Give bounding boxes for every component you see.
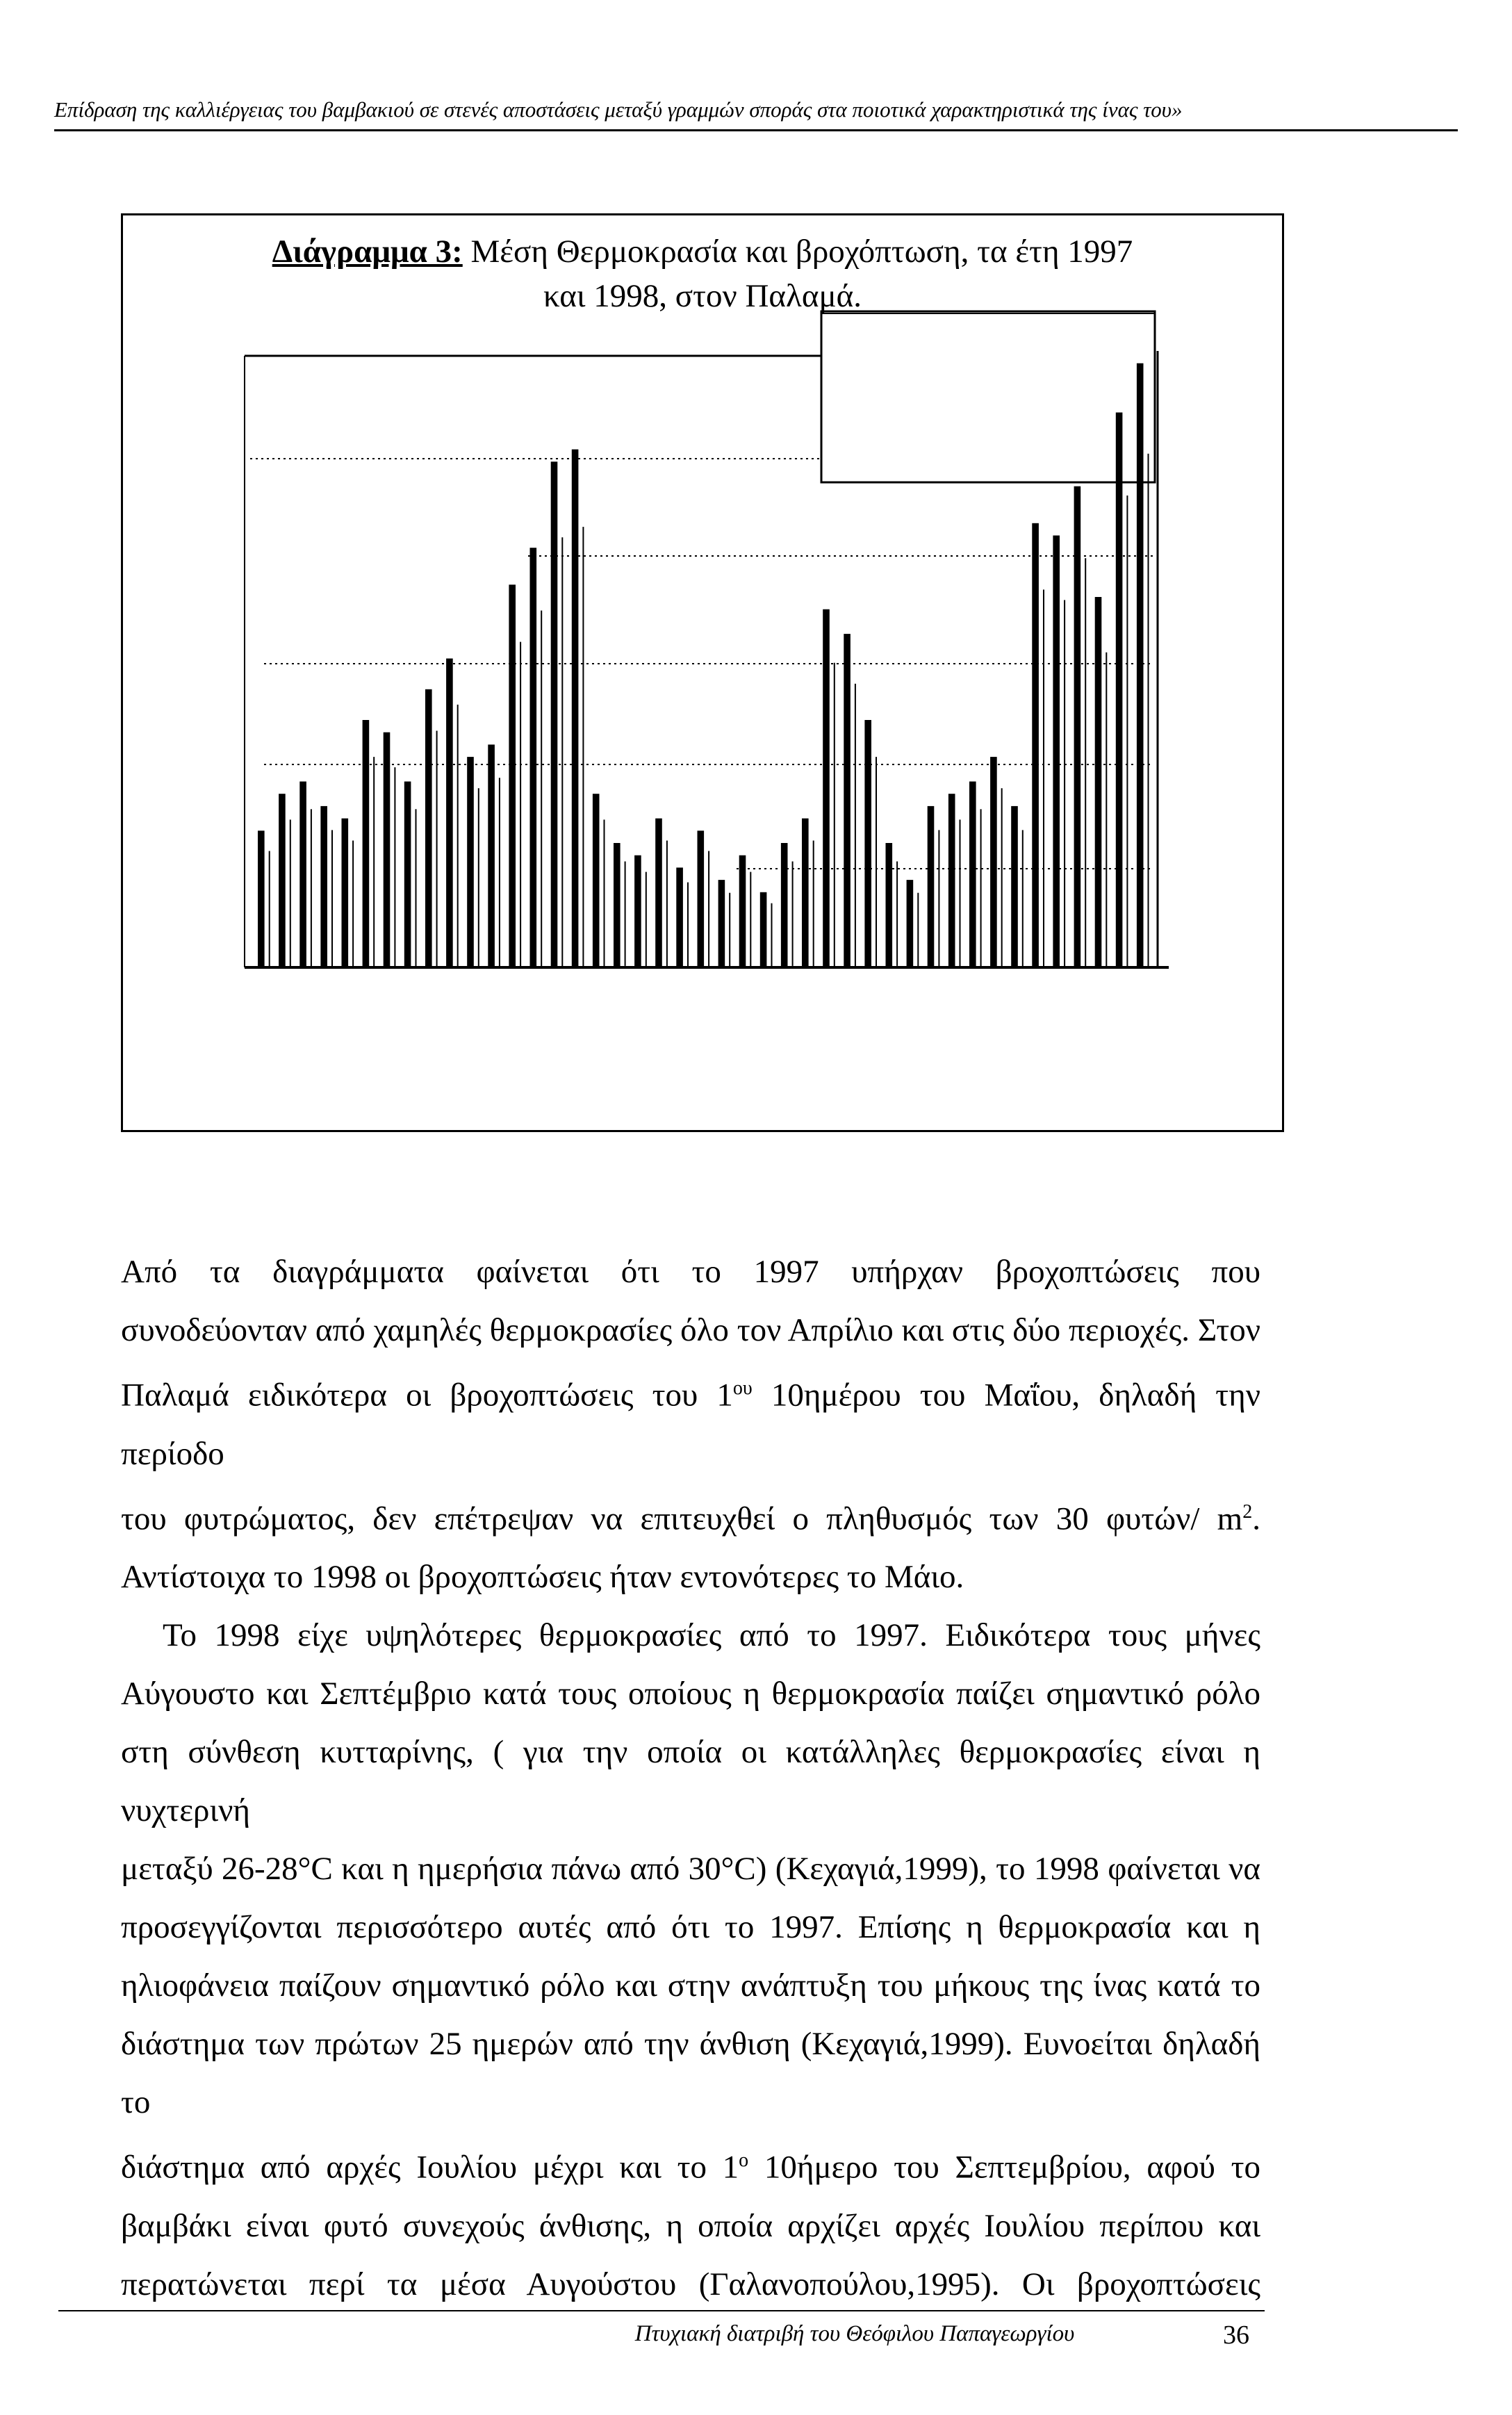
- bar-edge-16: [582, 527, 584, 966]
- bar-edge-13: [520, 642, 521, 966]
- bar-8: [404, 782, 411, 967]
- bar-32: [907, 880, 914, 966]
- bar-15: [551, 461, 558, 966]
- bar-edge-27: [813, 841, 814, 967]
- bar-10: [446, 659, 453, 967]
- bar-edge-9: [436, 731, 438, 967]
- bar-2: [279, 794, 286, 966]
- p2-line-9: βαμβάκι είναι φυτό συνεχούς άνθισης, η οποία αρχίζει αρχές Ιουλίου περίπου και: [121, 2207, 1260, 2244]
- bar-edge-33: [938, 830, 939, 966]
- p1-line-3b: 10ημέρου του Μαΐου, δηλαδή την περίοδο: [121, 1377, 1260, 1472]
- bar-edge-11: [478, 788, 479, 966]
- bar-edge-26: [792, 862, 794, 966]
- bar-edge-19: [646, 872, 647, 966]
- bar-edge-28: [834, 663, 835, 966]
- bar-edge-32: [917, 893, 919, 966]
- paragraph-2: [121, 1606, 1260, 2314]
- body-text: [121, 1243, 1260, 2314]
- bar-20: [655, 819, 662, 966]
- bar-39: [1053, 536, 1060, 967]
- bar-edge-23: [729, 893, 730, 966]
- legend-box: [821, 311, 1155, 482]
- bar-31: [886, 843, 893, 966]
- bar-edge-29: [855, 684, 856, 966]
- bar-18: [614, 843, 621, 966]
- footer-rule: [188, 2310, 1265, 2311]
- bar-35: [969, 782, 976, 967]
- bar-edge-18: [625, 862, 626, 966]
- p1-line-4b: .: [1252, 1500, 1260, 1537]
- bar-edge-24: [750, 872, 751, 966]
- bar-edge-4: [331, 830, 333, 966]
- bar-edge-21: [687, 883, 689, 966]
- bar-41: [1095, 597, 1102, 966]
- p1-line-3-sup: ου: [732, 1377, 753, 1399]
- chart-bars: [258, 363, 1149, 966]
- bar-28: [823, 609, 830, 966]
- bar-27: [802, 819, 809, 966]
- p2-line-8b: 10ήμερο του Σεπτεμβρίου, αφού το: [748, 2149, 1260, 2186]
- bar-edge-7: [394, 767, 395, 966]
- bar-edge-1: [269, 851, 270, 967]
- bar-edge-8: [416, 809, 417, 966]
- bar-17: [593, 794, 600, 966]
- p1-line-3a: Παλαμά ειδικότερα οι βροχοπτώσεις του 1: [121, 1377, 733, 1414]
- bar-21: [676, 867, 683, 966]
- bar-25: [760, 892, 767, 966]
- page-number: 36: [1223, 2320, 1249, 2350]
- bar-40: [1074, 486, 1081, 966]
- bar-edge-42: [1126, 496, 1128, 966]
- p1-line-3: [121, 1359, 1260, 1483]
- bar-38: [1032, 523, 1039, 966]
- caption-line-2: και 1998, στον Παλαμά.: [543, 278, 862, 314]
- bar-edge-15: [561, 537, 563, 966]
- bar-edge-37: [1022, 830, 1024, 966]
- bar-5: [342, 819, 349, 966]
- bar-edge-38: [1043, 589, 1044, 966]
- bar-edge-12: [499, 778, 500, 966]
- p2-line-2: Αύγουστο και Σεπτέμβριο κατά τους οποίους η θερμοκρασία παίζει σημαντικό ρόλο: [121, 1676, 1260, 1712]
- bar-edge-22: [708, 851, 709, 967]
- bar-edge-34: [960, 819, 961, 966]
- bar-22: [698, 830, 705, 966]
- bar-edge-20: [666, 841, 668, 967]
- bar-30: [864, 720, 871, 966]
- bar-12: [488, 744, 495, 966]
- bar-edge-5: [352, 841, 354, 967]
- bar-1: [258, 830, 265, 966]
- bar-13: [509, 584, 516, 966]
- p2-line-8a: διάστημα από αρχές Ιουλίου μέχρι και το 1: [121, 2149, 739, 2186]
- bar-edge-2: [290, 819, 291, 966]
- bar-edge-25: [771, 903, 773, 966]
- footer-text: Πτυχιακή διατριβή του Θεόφιλου Παπαγεωργίου: [634, 2321, 1075, 2346]
- bar-29: [844, 634, 850, 966]
- p1-line-1: Από τα διαγράμματα φαίνεται ότι το 1997 υπήρχαν βροχοπτώσεις που: [121, 1254, 1260, 1290]
- bar-7: [384, 732, 391, 966]
- paragraph-1: [121, 1243, 1260, 1606]
- p2-line-4: μεταξύ 26-28°C και η ημερήσια πάνω από 30°C) (Κεχαγιά,1999), το 1998 φαίνεται να: [121, 1851, 1260, 1888]
- p2-line-3: στη σύνθεση κυτταρίνης, ( για την οποία οι κατάλληλες θερμοκρασίες είναι η νυχτερινή: [121, 1734, 1260, 1829]
- bar-edge-6: [373, 757, 375, 966]
- bar-26: [781, 843, 788, 966]
- figure-label: Διάγραμμα 3:: [272, 234, 463, 270]
- bar-16: [572, 450, 579, 966]
- p1-line-4a: του φυτρώματος, δεν επέτρεψαν να επιτευχθεί ο πληθυσμός των 30 φυτών/ m: [121, 1500, 1243, 1537]
- p2-line-5: προσεγγίζονται περισσότερο αυτές από ότι το 1997. Επίσης η θερμοκρασία και η: [121, 1909, 1260, 1946]
- bar-edge-31: [896, 862, 898, 966]
- bar-edge-17: [604, 819, 605, 966]
- p2-line-8: [121, 2131, 1260, 2197]
- footer-rule-short: [58, 2310, 197, 2311]
- p2-line-1: Το 1998 είχε υψηλότερες θερμοκρασίες από το 1997. Ειδικότερα τους μήνες: [163, 1617, 1260, 1654]
- bar-4: [320, 806, 327, 966]
- bar-36: [990, 757, 997, 966]
- bar-edge-14: [541, 611, 542, 967]
- p1-line-5: Αντίστοιχα το 1998 οι βροχοπτώσεις ήταν εντονότερες το Μάιο.: [121, 1559, 964, 1596]
- p1-line-4: [121, 1483, 1260, 1548]
- bar-33: [928, 806, 935, 966]
- p2-line-7: διάστημα των πρώτων 25 ημερών από την άνθιση (Κεχαγιά,1999). Ευνοείται δηλαδή το: [121, 2026, 1260, 2121]
- bar-34: [948, 794, 955, 966]
- bar-42: [1116, 413, 1123, 967]
- p2-line-8-sup: ο: [739, 2150, 749, 2172]
- bar-19: [634, 856, 641, 966]
- caption-line-1: Μέση Θερμοκρασία και βροχόπτωση, τα έτη 1997: [462, 234, 1133, 270]
- bar-11: [467, 757, 474, 966]
- p1-line-2: συνοδεύονταν από χαμηλές θερμοκρασίες όλο τον Απρίλιο και στις δύο περιοχές. Στον: [121, 1312, 1260, 1348]
- bar-14: [530, 548, 537, 966]
- bar-3: [299, 782, 306, 967]
- bar-edge-30: [876, 757, 877, 966]
- bar-edge-41: [1106, 653, 1107, 966]
- bar-edge-40: [1085, 558, 1086, 966]
- bar-edge-3: [311, 809, 312, 966]
- bar-37: [1011, 806, 1018, 966]
- bar-43: [1137, 363, 1144, 966]
- bar-24: [739, 856, 746, 966]
- p2-line-6: ηλιοφάνεια παίζουν σημαντικό ρόλο και στην ανάπτυξη του μήκους της ίνας κατά το: [121, 1967, 1260, 2004]
- running-header: Επίδραση της καλλιέργειας του βαμβακιού σε στενές αποστάσεις μεταξύ γραμμών σποράς στα ποιοτικά χαρακτηριστικά της ίνας του»: [54, 97, 1183, 122]
- bar-9: [425, 689, 432, 966]
- chart: [0, 0, 1512, 1140]
- bar-edge-36: [1001, 788, 1003, 966]
- bar-edge-43: [1148, 454, 1149, 966]
- bar-6: [363, 720, 370, 966]
- p2-line-10: περατώνεται περί τα μέσα Αυγούστου (Γαλανοπούλου,1995). Οι βροχοπτώσεις: [121, 2266, 1260, 2302]
- bar-23: [718, 880, 725, 966]
- bar-edge-10: [457, 705, 459, 966]
- chart-frame: [245, 311, 1169, 967]
- p1-line-4-sup: 2: [1242, 1500, 1253, 1523]
- bar-edge-39: [1064, 600, 1065, 966]
- bar-edge-35: [980, 809, 982, 966]
